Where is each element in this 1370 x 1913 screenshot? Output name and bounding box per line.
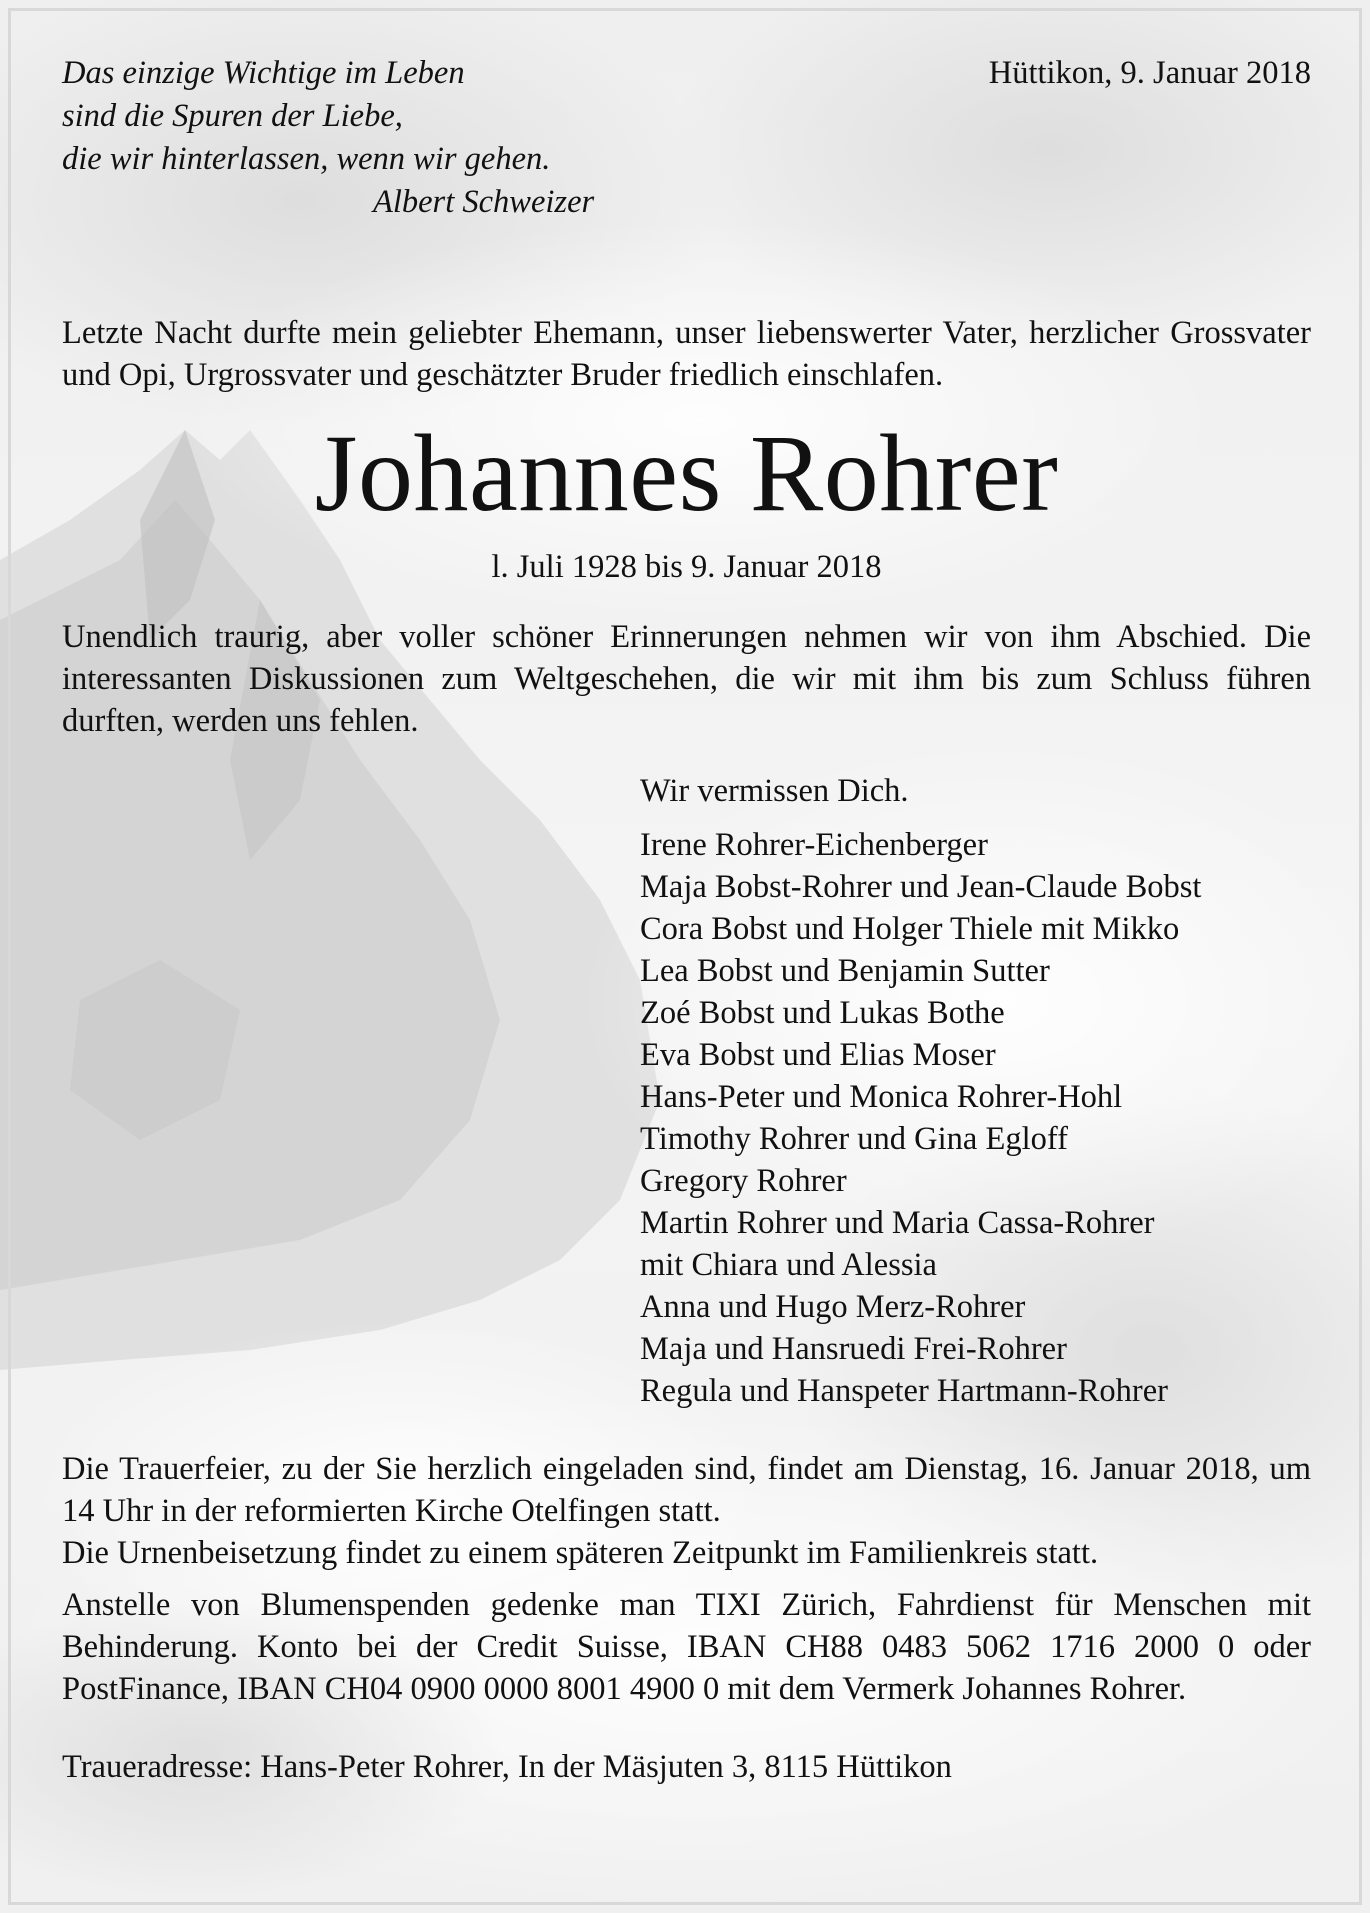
- farewell-paragraph: Unendlich traurig, aber voller schöner Erinnerungen nehmen wir von ihm Abschied. Die interessanten Diskussionen zum Weltgeschehen, die wir mit ihm bis zum Schluss führen durften, werden uns fehlen.: [62, 619, 1311, 739]
- list-item: Timothy Rohrer und Gina Egloff: [640, 1121, 1068, 1157]
- motto-quote: [62, 52, 594, 224]
- motto-line: die wir hinterlassen, wenn wir gehen.: [62, 141, 551, 177]
- list-item: Regula und Hanspeter Hartmann-Rohrer: [640, 1373, 1168, 1409]
- list-item: mit Chiara und Alessia: [640, 1247, 937, 1283]
- greeting: Wir vermissen Dich.: [640, 773, 909, 809]
- place-date: Hüttikon, 9. Januar 2018: [988, 55, 1311, 91]
- list-item: Gregory Rohrer: [640, 1163, 847, 1199]
- deceased-name: Johannes Rohrer: [314, 412, 1059, 534]
- list-item: Anna und Hugo Merz-Rohrer: [640, 1289, 1026, 1325]
- signers-block: [640, 770, 1311, 1412]
- list-item: Cora Bobst und Holger Thiele mit Mikko: [640, 911, 1180, 947]
- mourning-address: Traueradresse: Hans-Peter Rohrer, In der Mäsjuten 3, 8115 Hüttikon: [62, 1749, 952, 1785]
- header-row: [62, 52, 1311, 228]
- funeral-paragraph: Die Trauerfeier, zu der Sie herzlich eingeladen sind, findet am Dienstag, 16. Januar 2018, um 14 Uhr in der reformierten Kirche Otelfingen statt.: [62, 1451, 1311, 1529]
- list-item: Irene Rohrer-Eichenberger: [640, 827, 988, 863]
- motto-line: sind die Spuren der Liebe,: [62, 98, 403, 134]
- motto-line: Das einzige Wichtige im Leben: [62, 55, 465, 91]
- list-item: Maja und Hansruedi Frei-Rohrer: [640, 1331, 1067, 1367]
- donation-paragraph: Anstelle von Blumenspenden gedenke man TIXI Zürich, Fahrdienst für Menschen mit Behinderung. Konto bei der Credit Suisse, IBAN CH88 0483 5062 1716 2000 0 oder PostFinance, IBAN CH04 0900 0000 8001 4900 0 mit dem Vermerk Johannes Rohrer.: [62, 1587, 1311, 1707]
- life-dates: l. Juli 1928 bis 9. Januar 2018: [491, 549, 882, 585]
- list-item: Martin Rohrer und Maria Cassa-Rohrer: [640, 1205, 1155, 1241]
- motto-author: Albert Schweizer: [373, 184, 595, 220]
- obituary-content: [62, 52, 1311, 1788]
- list-item: Maja Bobst-Rohrer und Jean-Claude Bobst: [640, 869, 1202, 905]
- list-item: Zoé Bobst und Lukas Bothe: [640, 995, 1005, 1031]
- intro-paragraph: Letzte Nacht durfte mein geliebter Ehemann, unser liebenswerter Vater, herzlicher Grossvater und Opi, Urgrossvater und geschätzter Bruder friedlich einschlafen.: [62, 315, 1311, 393]
- urn-paragraph: Die Urnenbeisetzung findet zu einem späteren Zeitpunkt im Familienkreis statt.: [62, 1535, 1099, 1571]
- list-item: Lea Bobst und Benjamin Sutter: [640, 953, 1050, 989]
- list-item: Eva Bobst und Elias Moser: [640, 1037, 996, 1073]
- list-item: Hans-Peter und Monica Rohrer-Hohl: [640, 1079, 1123, 1115]
- signers-list: [640, 824, 1311, 1412]
